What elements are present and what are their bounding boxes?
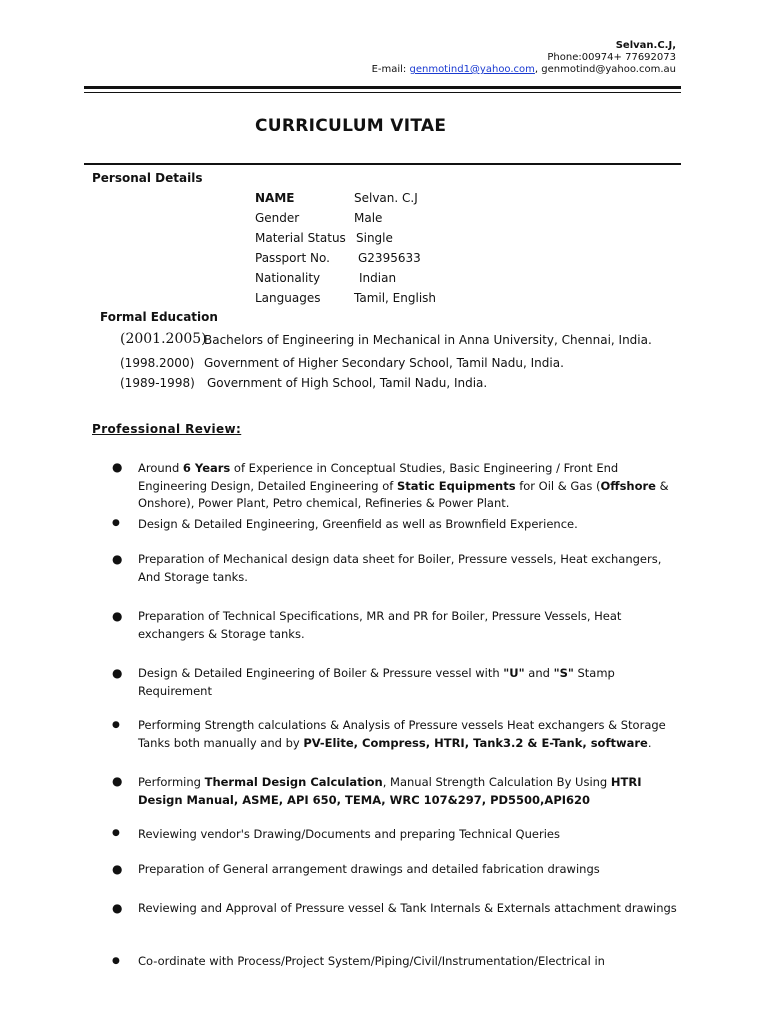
email-link[interactable]: genmotind1@yahoo.com <box>409 64 535 75</box>
review-item-text: . <box>647 735 652 750</box>
review-item <box>138 460 686 513</box>
education-year: (2001.2005) <box>120 331 207 347</box>
review-item-emphasis: HTRI Design Manual, ASME, API 650, TEMA, WRC 107&297, PD5500,API620 <box>138 775 642 807</box>
review-item <box>138 608 686 643</box>
bullet-icon: ● <box>112 609 123 623</box>
review-item <box>138 953 686 971</box>
bullet-icon: ● <box>112 666 123 680</box>
personal-value-languages: Tamil, English <box>354 291 437 305</box>
education-year: (1998.2000) <box>120 356 195 370</box>
review-item <box>138 900 686 918</box>
review-item <box>138 717 686 752</box>
header-phone: Phone:00974+ 77692073 <box>547 52 676 63</box>
education-text: Government of High School, Tamil Nadu, India. <box>207 376 488 390</box>
review-item-emphasis: PV-Elite, Compress, HTRI, Tank3.2 & E-Tank, software <box>303 735 648 750</box>
document-title: CURRICULUM VITAE <box>255 116 447 136</box>
review-item-text: Design & Detailed Engineering, Greenfield as well as Brownfield Experience. <box>138 517 578 531</box>
education-text: Bachelors of Engineering in Mechanical in Anna University, Chennai, India. <box>204 333 652 347</box>
review-item-text: & Onshore), Power Plant, Petro chemical, Refineries & Power Plant. <box>138 478 669 510</box>
review-item-text: Preparation of Mechanical design data sheet for Boiler, Pressure vessels, Heat exchangers, And Storage tanks. <box>138 552 662 584</box>
review-item-emphasis: "U" <box>503 666 525 680</box>
bullet-icon: ● <box>112 901 123 915</box>
bullet-icon: ● <box>112 720 120 730</box>
bullet-icon: ● <box>112 774 123 788</box>
personal-value-nationality: Indian <box>359 271 397 285</box>
education-text: Government of Higher Secondary School, Tamil Nadu, India. <box>204 356 564 370</box>
review-item-emphasis: Offshore <box>600 478 656 493</box>
personal-label-marital-status: Material Status <box>255 231 346 245</box>
bullet-icon: ● <box>112 956 120 966</box>
bullet-icon: ● <box>112 862 123 876</box>
email-rest: , genmotind@yahoo.com.au <box>534 64 676 75</box>
bullet-icon: ● <box>112 828 120 838</box>
header-divider-thin <box>84 92 681 93</box>
header-divider-thick <box>84 86 681 89</box>
review-item-text: Design & Detailed Engineering of Boiler & Pressure vessel with <box>138 666 504 680</box>
review-item-text: Reviewing and Approval of Pressure vessel & Tank Internals & Externals attachment drawings <box>138 901 677 915</box>
review-item-text: Performing Strength calculations & Analysis of Pressure vessels Heat exchangers & Storage Tanks both manually and by <box>138 718 666 750</box>
header-name: Selvan.C.J, <box>615 40 676 51</box>
personal-details-heading: Personal Details <box>92 171 203 185</box>
review-item-text: Around <box>138 461 183 475</box>
personal-value-gender: Male <box>354 211 383 225</box>
bullet-icon: ● <box>112 518 120 528</box>
review-item-text: for Oil & Gas ( <box>515 478 601 493</box>
bullet-icon: ● <box>112 552 123 566</box>
personal-label-gender: Gender <box>255 211 300 225</box>
title-divider <box>84 163 681 165</box>
formal-education-heading: Formal Education <box>100 310 218 324</box>
header-email <box>372 63 676 76</box>
review-item-text: Co-ordinate with Process/Project System/Piping/Civil/Instrumentation/Electrical in <box>138 954 605 968</box>
personal-value-name: Selvan. C.J <box>354 191 418 205</box>
personal-label-name: NAME <box>255 191 295 205</box>
personal-value-marital-status: Single <box>356 231 393 245</box>
personal-label-passport: Passport No. <box>255 251 330 265</box>
review-item-emphasis: "S" <box>553 666 574 680</box>
review-item-text: Stamp Requirement <box>138 666 615 698</box>
bullet-icon: ● <box>112 460 123 474</box>
review-item-text: Performing <box>138 775 205 789</box>
review-item <box>138 665 686 700</box>
review-item <box>138 516 686 534</box>
personal-label-nationality: Nationality <box>255 271 321 285</box>
review-item <box>138 861 686 879</box>
review-item-emphasis: Thermal Design Calculation <box>204 775 383 789</box>
personal-value-passport: G2395633 <box>358 251 421 265</box>
email-prefix: E-mail: <box>371 64 410 75</box>
review-item <box>138 551 686 586</box>
review-item-text: Reviewing vendor's Drawing/Documents and preparing Technical Queries <box>138 827 560 841</box>
personal-label-languages: Languages <box>255 291 321 305</box>
review-item-text: Preparation of General arrangement drawings and detailed fabrication drawings <box>138 862 600 876</box>
review-item <box>138 774 686 809</box>
education-year: (1989-1998) <box>120 376 195 390</box>
review-item-text: Preparation of Technical Specifications, MR and PR for Boiler, Pressure Vessels, Heat exchangers & Storage tanks. <box>138 609 622 641</box>
review-item-text: , Manual Strength Calculation By Using <box>382 775 611 789</box>
review-item-text: and <box>524 666 554 680</box>
professional-review-heading: Professional Review: <box>92 422 242 436</box>
review-item-emphasis: 6 Years <box>182 461 231 475</box>
review-item-emphasis: Static Equipments <box>396 478 516 493</box>
review-item-text: of Experience in Conceptual Studies, Basic Engineering / Front End Engineering Design, Detailed Engineering of <box>138 461 619 493</box>
review-item <box>138 826 686 844</box>
